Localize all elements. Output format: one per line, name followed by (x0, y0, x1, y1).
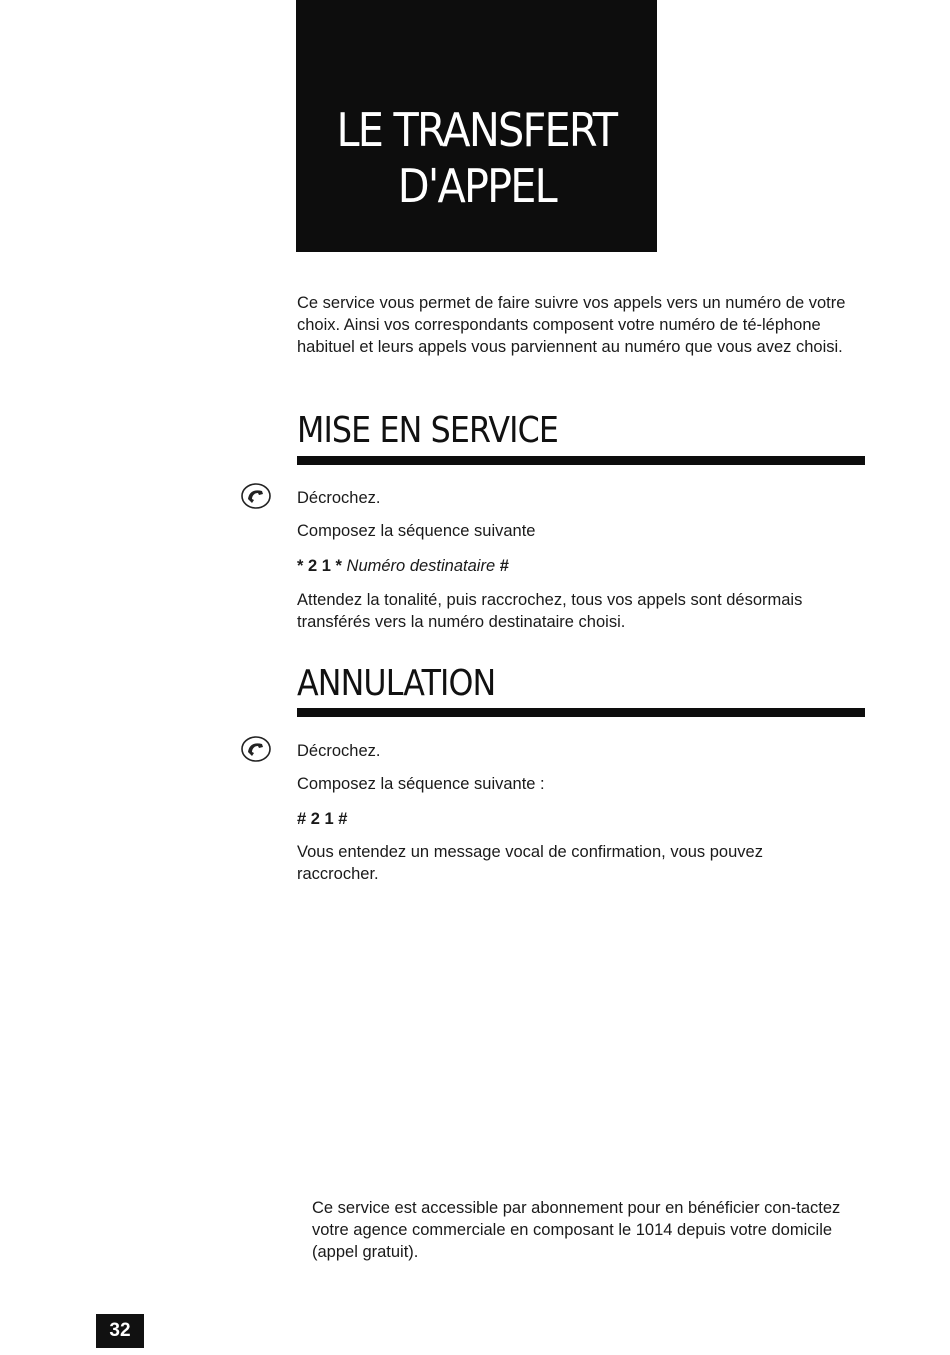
dial-sequence-cancel: # 2 1 # (297, 810, 348, 828)
code-suffix: # (499, 557, 509, 575)
section-title-annulation: ANNULATION (297, 663, 496, 704)
step-composez: Composez la séquence suivante (297, 522, 536, 540)
phone-handset-icon (240, 735, 272, 763)
page-title-block (296, 0, 657, 252)
step-attendez: Attendez la tonalité, puis raccrochez, tous vos appels sont désormais transférés vers la numéro destinataire choisi. (297, 591, 803, 631)
step-composez: Composez la séquence suivante : (297, 775, 545, 793)
section-title-mise-en-service: MISE EN SERVICE (297, 410, 559, 451)
step-confirmation: Vous entendez un message vocal de confirmation, vous pouvez raccrocher. (297, 843, 763, 883)
dial-sequence-activate (297, 555, 509, 577)
section-rule (297, 456, 865, 465)
step-decrochez: Décrochez. (297, 489, 381, 507)
code-prefix: * 2 1 * (297, 557, 342, 575)
page-number: 32 (96, 1314, 144, 1348)
code-variable: Numéro destinataire (346, 557, 496, 575)
phone-handset-icon (240, 482, 272, 510)
intro-paragraph: Ce service vous permet de faire suivre vos appels vers un numéro de votre choix. Ainsi vos correspondants composent votre numéro de té-léphone habituel et leurs appels vous parviennent au numéro que vous avez choisi. (297, 294, 846, 356)
subscription-note: Ce service est accessible par abonnement pour en bénéficier con-tactez votre agence commerciale en composant le 1014 depuis votre domicile (appel gratuit). (312, 1199, 841, 1261)
step-decrochez: Décrochez. (297, 742, 381, 760)
page-title-line-2: D'APPEL (397, 159, 556, 213)
page-title-line-1: LE TRANSFERT (336, 103, 617, 157)
section-rule (297, 708, 865, 717)
